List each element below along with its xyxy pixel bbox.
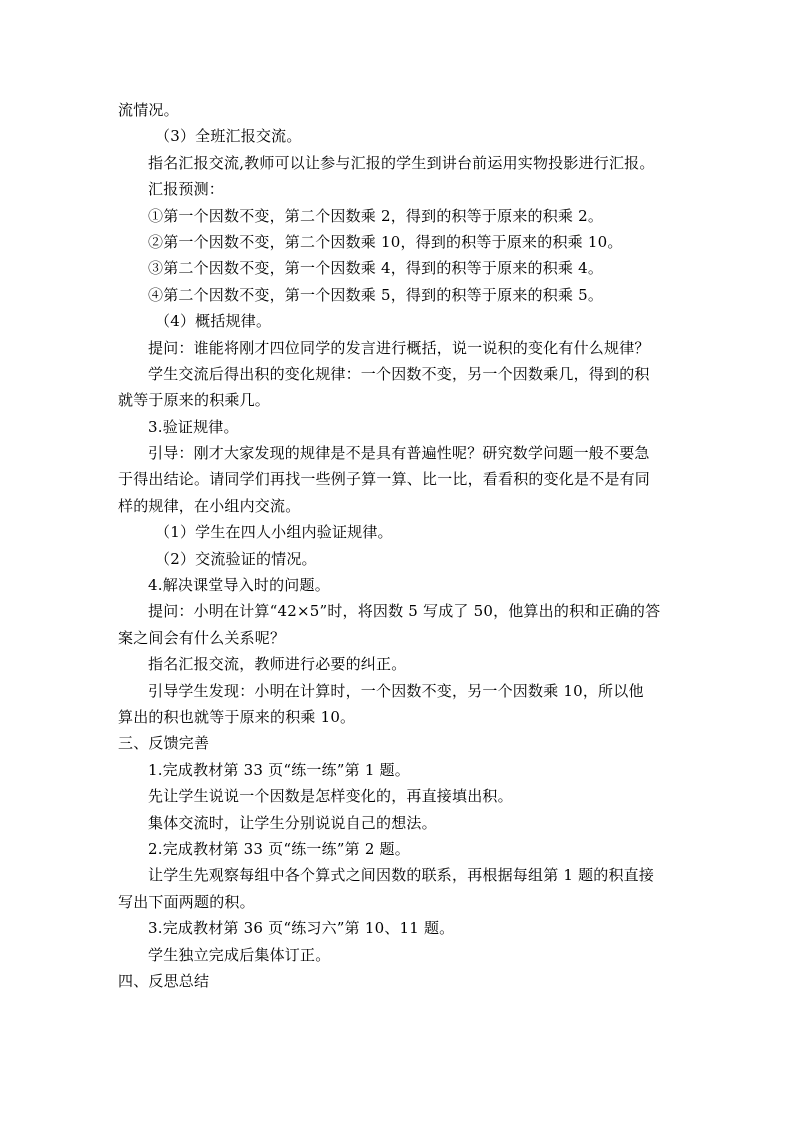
text-line: 算出的积也就等于原来的积乘 10。 — [118, 707, 356, 726]
text-line: 学生交流后得出积的变化规律：一个因数不变，另一个因数乘几，得到的积 — [148, 364, 650, 383]
text-line: 1.完成教材第 33 页“练一练”第 1 题。 — [148, 760, 410, 779]
text-line: ④第二个因数不变，第一个因数乘 5，得到的积等于原来的积乘 5。 — [148, 285, 604, 304]
text-line: 3.验证规律。 — [148, 417, 239, 436]
text-line: 2.完成教材第 33 页“练一练”第 2 题。 — [148, 839, 410, 858]
text-line: （4）概括规律。 — [155, 312, 272, 331]
text-line: 指名汇报交流,教师可以让参与汇报的学生到讲台前运用实物投影进行汇报。 — [148, 153, 655, 172]
text-line: 于得出结论。请同学们再找一些例子算一算、比一比，看看积的变化是不是有同 — [118, 470, 651, 489]
text-line: 学生独立完成后集体订正。 — [148, 945, 331, 964]
text-line: 汇报预测： — [148, 180, 225, 199]
text-line: 指名汇报交流，教师进行必要的纠正。 — [148, 655, 407, 674]
text-line: 先让学生说说一个因数是怎样变化的，再直接填出积。 — [148, 787, 513, 806]
text-line: 提问：谁能将刚才四位同学的发言进行概括，说一说积的变化有什么规律？ — [148, 338, 650, 357]
text-line: 提问：小明在计算“42×5”时，将因数 5 写成了 50，他算出的积和正确的答 — [148, 602, 661, 621]
text-line: （3）全班汇报交流。 — [155, 127, 302, 146]
text-line: （1）学生在四人小组内验证规律。 — [155, 523, 393, 542]
text-line: 引导：刚才大家发现的规律是不是具有普遍性呢？研究数学问题一般不要急 — [148, 444, 650, 463]
text-line: 写出下面两题的积。 — [118, 892, 255, 911]
text-line: 让学生先观察每组中各个算式之间因数的联系，再根据每组第 1 题的积直接 — [148, 866, 655, 885]
text-line: 3.完成教材第 36 页“练习六”第 10、11 题。 — [148, 919, 455, 938]
text-line: 三、反馈完善 — [118, 734, 210, 753]
text-line: 引导学生发现：小明在计算时，一个因数不变，另一个因数乘 10，所以他 — [148, 681, 644, 700]
text-line: 样的规律，在小组内交流。 — [118, 496, 301, 515]
text-line: 流情况。 — [118, 101, 179, 119]
text-line: 就等于原来的积乘几。 — [118, 391, 271, 410]
document-body — [118, 97, 686, 994]
text-line: ③第二个因数不变，第一个因数乘 4，得到的积等于原来的积乘 4。 — [148, 259, 604, 278]
text-line: 案之间会有什么关系呢？ — [118, 628, 286, 647]
text-line: ②第一个因数不变，第二个因数乘 10，得到的积等于原来的积乘 10。 — [148, 232, 623, 251]
text-line: 四、反思总结 — [118, 971, 210, 990]
text-line: 4.解决课堂导入时的问题。 — [148, 576, 330, 595]
text-line: 集体交流时，让学生分别说说自己的想法。 — [148, 813, 437, 832]
text-line: （2）交流验证的情况。 — [155, 549, 317, 568]
text-line: ①第一个因数不变，第二个因数乘 2，得到的积等于原来的积乘 2。 — [148, 206, 604, 225]
